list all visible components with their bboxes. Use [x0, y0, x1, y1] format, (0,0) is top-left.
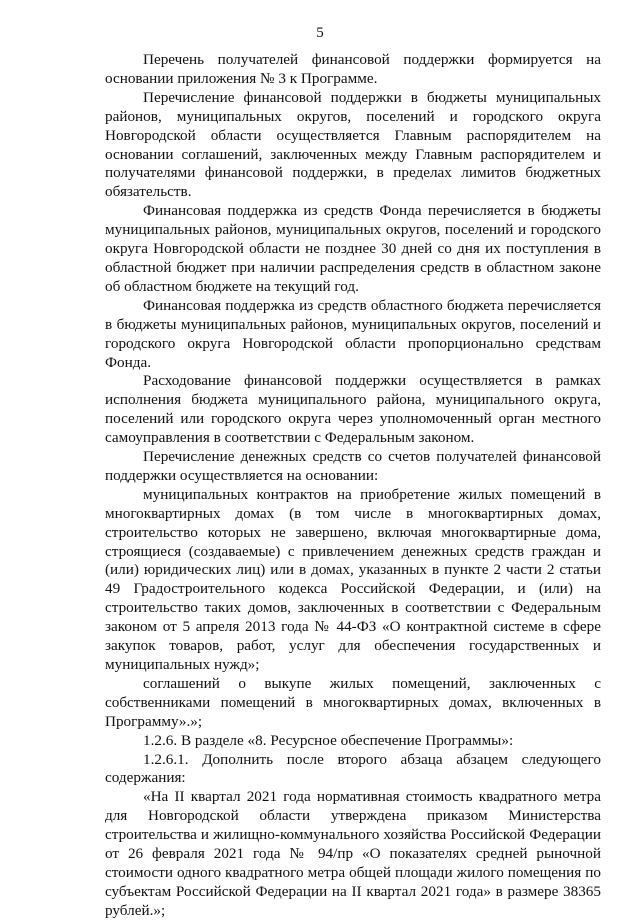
- paragraph-fund-support: Финансовая поддержка из средств Фонда перечисляется в бюджеты муниципальных районов, муниципальных округов, поселений и городского округа Новгородской области не позднее 30 дней со дня их поступления в областной бюджет при наличии распределения средств в областном законе об областном бюджете на текущий год.: [105, 202, 601, 295]
- paragraph-amendment-1-2-6-1: 1.2.6.1. Дополнить после второго абзаца абзацем следующего содержания:: [105, 750, 601, 787]
- page-number: 5: [316, 25, 324, 41]
- paragraph-transfer-basis: Перечисление денежных средств со счетов получателей финансовой поддержки осуществляется на основании:: [105, 448, 601, 484]
- paragraph-buyout-agreements: соглашений о выкупе жилых помещений, заключенных с собственниками помещений в многоквартирных домах, включенных в Программу».»;: [105, 674, 601, 730]
- document-body: [105, 51, 601, 921]
- paragraph-regional-budget-support: Финансовая поддержка из средств областного бюджета перечисляется в бюджеты муниципальных районов, муниципальных округов, поселений и городского округа Новгородской области пропорционально средствам Фонда.: [105, 296, 601, 371]
- paragraph-recipients-list: Перечень получателей финансовой поддержки формируется на основании приложения № 3 к Программе.: [105, 51, 601, 87]
- paragraph-spending: Расходование финансовой поддержки осуществляется в рамках исполнения бюджета муниципального района, муниципального округа, поселений или городского округа через уполномоченный орган местного самоуправления в соответствии с Федеральным законом.: [105, 372, 601, 447]
- paragraph-transfer-support: Перечисление финансовой поддержки в бюджеты муниципальных районов, муниципальных округов, поселений и городского округа Новгородской области осуществляется Главным распорядителем на основании соглашений, заключенных между Главным распорядителем и получателями финансовой поддержки, в пределах лимитов бюджетных обязательств.: [105, 88, 601, 201]
- paragraph-normative-cost: «На II квартал 2021 года нормативная стоимость квадратного метра для Новгородской области утверждена приказом Министерства строительства и жилищно-коммунального хозяйства Российской Федерации от 26 февраля 2021 года № 94/пр «О показателях средней рыночной стоимости одного квадратного метра общей площади жилого помещения по субъектам Российской Федерации на II квартал 2021 года» в размере 38365 рублей.»;: [105, 788, 601, 919]
- paragraph-municipal-contracts: муниципальных контрактов на приобретение жилых помещений в многоквартирных домах (в том числе в многоквартирных домах, строительство которых не завершено, включая многоквартирные дома, строящиеся (создаваемые) с привлечением денежных средств граждан и (или) юридических лиц) или в домах, указанных в пункте 2 части 2 статьи 49 Градостроительного кодекса Российской Федерации, и (или) на строительство таких домов, заключенных в соответствии с Федеральным законом от 5 апреля 2013 года № 44-ФЗ «О контрактной системе в сфере закупок товаров, работ, услуг для обеспечения государственных и муниципальных нужд»;: [105, 485, 601, 673]
- paragraph-section-8: 1.2.6. В разделе «8. Ресурсное обеспечение Программы»:: [143, 731, 514, 749]
